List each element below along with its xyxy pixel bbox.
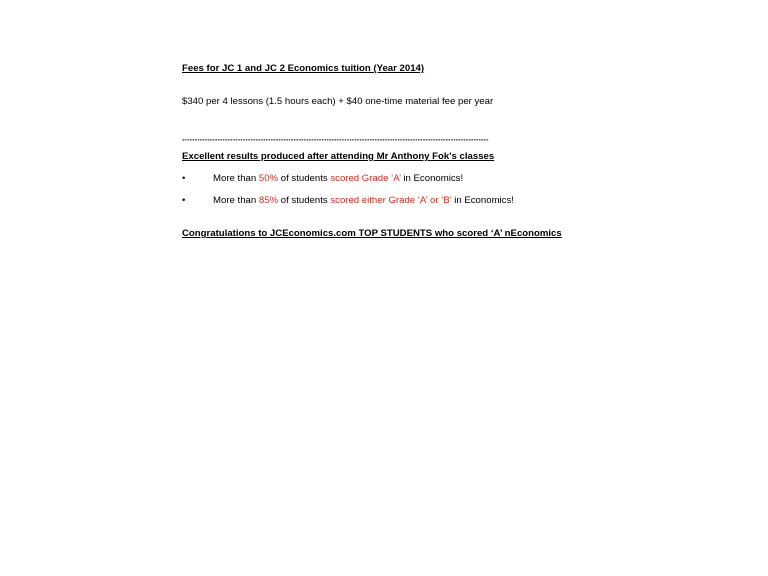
fees-price-text: $340 per 4 lessons (1.5 hours each) + $40 one-time material fee per year	[182, 96, 494, 107]
result-middle: of students	[278, 173, 331, 184]
bullet-icon: •	[182, 173, 186, 184]
result-percent: 85%	[258, 195, 279, 206]
result-text	[213, 196, 514, 206]
result-prefix: More than	[213, 195, 259, 206]
separator-line: *************************************************************************************************************************	[182, 139, 489, 145]
result-highlight: scored Grade ‘A’	[330, 173, 401, 184]
result-prefix: More than	[213, 173, 259, 184]
fees-heading: Fees for JC 1 and JC 2 Economics tuition (Year 2014)	[182, 63, 425, 74]
result-text	[213, 174, 463, 184]
congrats-heading: Congratulations to JCEconomics.com TOP STUDENTS who scored ‘A’ nEconomics	[182, 228, 562, 239]
result-highlight: scored either Grade ‘A’ or ‘B’	[330, 195, 452, 206]
result-suffix: in Economics!	[400, 173, 464, 184]
result-middle: of students	[278, 195, 331, 206]
bullet-icon: •	[182, 195, 186, 206]
results-heading: Excellent results produced after attending Mr Anthony Fok's classes	[182, 151, 495, 162]
result-suffix: in Economics!	[451, 195, 514, 206]
result-percent: 50%	[258, 173, 279, 184]
